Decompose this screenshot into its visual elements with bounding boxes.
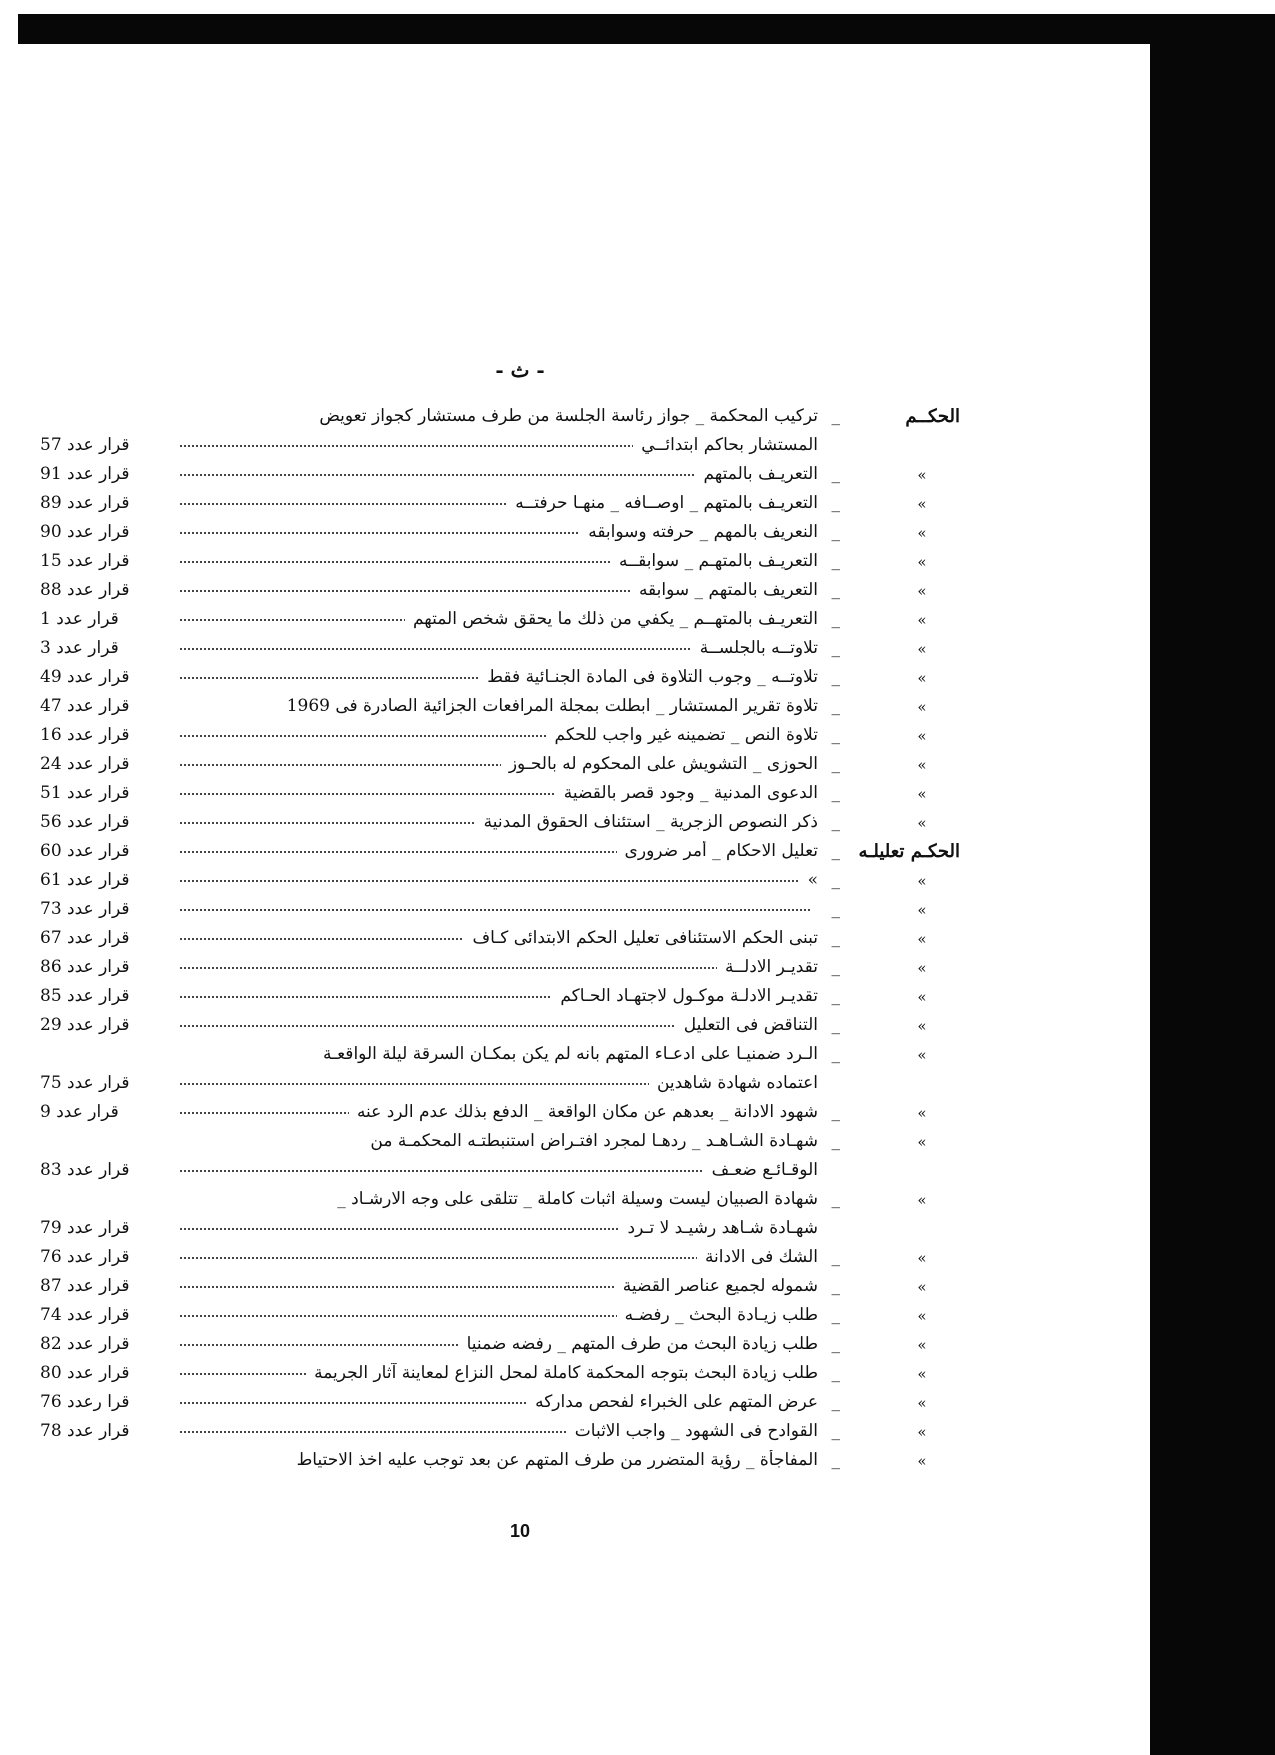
decision-label: قرار عدد (67, 1073, 130, 1093)
decision-reference (40, 667, 180, 687)
entry-dash: _ (831, 464, 840, 484)
entry-text-area (180, 609, 818, 629)
index-row (40, 841, 960, 870)
entry-text-area (180, 1044, 818, 1064)
entry-text-area (180, 841, 818, 861)
decision-label: قرار عدد (67, 1247, 130, 1267)
entry-text: تلاوة تقرير المستشار _ ابطلت بمجلة المرافعات الجزائية الصادرة فى 1969 (279, 696, 818, 716)
entry-text-area (180, 899, 818, 919)
index-row (40, 812, 960, 841)
decision-reference (40, 464, 180, 484)
entry-dash: _ (831, 1392, 840, 1412)
entry-text-area (180, 464, 818, 484)
ditto-mark: » (917, 1452, 927, 1470)
decision-label: قرار عدد (67, 522, 130, 542)
index-row (40, 783, 960, 812)
page-marker: - ث - (495, 358, 545, 382)
ditto-mark: » (917, 466, 927, 484)
decision-reference (40, 1421, 180, 1441)
index-row (40, 1044, 960, 1073)
decision-reference (40, 1305, 180, 1325)
decision-label: قرار عدد (67, 464, 130, 484)
decision-reference (40, 435, 180, 455)
index-row (40, 1334, 960, 1363)
decision-number: 88 (40, 580, 62, 600)
entry-text-area (180, 1102, 818, 1122)
ditto-mark: » (917, 1278, 927, 1296)
entry-text: القوادح فى الشهود _ واجب الاثبات (567, 1421, 818, 1441)
entry-text-area (180, 1131, 818, 1151)
decision-label: قرار عدد (67, 783, 130, 803)
index-row (40, 1131, 960, 1160)
entry-text: شهـادة شـاهد رشيـد لا تـرد (620, 1218, 818, 1238)
entry-text-area (180, 725, 818, 745)
ditto-mark: » (917, 814, 927, 832)
entry-text-area (180, 522, 818, 542)
entry-dash: _ (831, 1305, 840, 1325)
entry-dash: _ (831, 1131, 840, 1151)
entry-text: اعتماده شهادة شاهدين (649, 1073, 818, 1093)
decision-reference (40, 522, 180, 542)
decision-label: قرار عدد (67, 1421, 130, 1441)
entry-dash: _ (831, 812, 840, 832)
entry-text-area (180, 812, 818, 832)
decision-reference (40, 986, 180, 1006)
decision-reference (40, 1334, 180, 1354)
entry-dash: _ (831, 1247, 840, 1267)
index-row (40, 667, 960, 696)
decision-number: 89 (40, 493, 62, 513)
index-table (40, 406, 960, 1506)
decision-reference (40, 1218, 180, 1238)
ditto-mark: » (917, 930, 927, 948)
index-row (40, 1015, 960, 1044)
entry-text: الوقـائـع ضعـف (704, 1160, 818, 1180)
index-row (40, 1276, 960, 1305)
decision-label: قرار عدد (67, 551, 130, 571)
index-row (40, 1450, 960, 1479)
entry-text: النعريف بالمهم _ حرفته وسوابقه (580, 522, 818, 542)
decision-label: قرار عدد (67, 899, 130, 919)
index-row (40, 406, 960, 435)
decision-reference (40, 725, 180, 745)
decision-reference (40, 638, 180, 658)
decision-label: قرار عدد (67, 841, 130, 861)
decision-number: 91 (40, 464, 62, 484)
decision-number: 87 (40, 1276, 62, 1296)
entry-text: تقديـر الادلــة (717, 957, 818, 977)
decision-label: قرار عدد (67, 1218, 130, 1238)
entry-dash: _ (831, 580, 840, 600)
decision-reference (40, 696, 180, 716)
entry-text-area (180, 1450, 818, 1470)
entry-text-area (180, 986, 818, 1006)
decision-label: قرار عدد (56, 1102, 119, 1122)
index-row (40, 899, 960, 928)
entry-dash: _ (831, 551, 840, 571)
index-row (40, 609, 960, 638)
ditto-mark: » (917, 495, 927, 513)
decision-number: 1 (40, 609, 51, 629)
entry-dash: _ (831, 928, 840, 948)
ditto-mark: » (917, 785, 927, 803)
entry-text-area (180, 1247, 818, 1267)
decision-reference (40, 812, 180, 832)
decision-label: قرار عدد (67, 1160, 130, 1180)
entry-text: شموله لجميع عناصر القضية (615, 1276, 818, 1296)
decision-number: 67 (40, 928, 62, 948)
decision-number: 3 (40, 638, 51, 658)
decision-reference (40, 1276, 180, 1296)
entry-dash: _ (831, 754, 840, 774)
entry-text-area (180, 435, 818, 455)
decision-reference (40, 1247, 180, 1267)
ditto-mark: » (917, 669, 927, 687)
decision-reference (40, 1015, 180, 1035)
entry-text-area (180, 1276, 818, 1296)
entry-dash: _ (831, 1276, 840, 1296)
decision-reference (40, 783, 180, 803)
index-row (40, 957, 960, 986)
index-row (40, 1189, 960, 1218)
entry-text-area (180, 551, 818, 571)
entry-text-area (180, 754, 818, 774)
entry-text: تبنى الحكم الاستئنافى تعليل الحكم الابتدائى كـاف (464, 928, 818, 948)
decision-reference (40, 1392, 180, 1412)
decision-number: 61 (40, 870, 62, 890)
ditto-mark: » (917, 582, 927, 600)
index-row (40, 1363, 960, 1392)
entry-dash: _ (831, 783, 840, 803)
index-row (40, 1247, 960, 1276)
entry-dash: _ (831, 1421, 840, 1441)
entry-dash: _ (831, 1015, 840, 1035)
entry-text-area (180, 1189, 818, 1209)
decision-number: 82 (40, 1334, 62, 1354)
ditto-mark: » (917, 1307, 927, 1325)
entry-text-area (180, 638, 818, 658)
entry-dash: _ (831, 1334, 840, 1354)
decision-number: 75 (40, 1073, 62, 1093)
index-row (40, 986, 960, 1015)
decision-number: 16 (40, 725, 62, 745)
ditto-mark: » (917, 1104, 927, 1122)
entry-text: التعريف بالمتهم _ سوابقه (631, 580, 818, 600)
ditto-mark: » (917, 901, 927, 919)
entry-text (810, 899, 818, 919)
dot-leader (180, 880, 818, 882)
entry-dash: _ (831, 1189, 840, 1209)
entry-text: الشك فى الادانة (697, 1247, 818, 1267)
decision-label: قرار عدد (67, 1363, 130, 1383)
index-row (40, 551, 960, 580)
entry-dash: _ (831, 638, 840, 658)
entry-text: عرض المتهم على الخبراء لفحص مداركه (527, 1392, 818, 1412)
decision-number: 24 (40, 754, 62, 774)
entry-text: تعليل الاحكام _ أمر ضرورى (617, 841, 818, 861)
decision-label: قرار عدد (67, 493, 130, 513)
index-row (40, 1218, 960, 1247)
entry-text: طلب زيادة البحث بتوجه المحكمة كاملة لمحل النزاع لمعاينة آثار الجريمة (306, 1363, 818, 1383)
entry-text: تقديـر الادلـة موكـول لاجتهـاد الحـاكم (552, 986, 818, 1006)
entry-text: شهود الادانة _ بعدهم عن مكان الواقعة _ الدفع بذلك عدم الرد عنه (349, 1102, 818, 1122)
entry-text: التعريـف بالمتهـم _ سوابقــه (611, 551, 818, 571)
index-row (40, 696, 960, 725)
entry-dash: _ (831, 986, 840, 1006)
entry-text-area (180, 1334, 818, 1354)
entry-dash: _ (831, 1044, 840, 1064)
decision-number: 56 (40, 812, 62, 832)
ditto-mark: » (917, 988, 927, 1006)
ditto-mark: » (917, 1191, 927, 1209)
entry-text-area (180, 1363, 818, 1383)
entry-text: طلب زيادة البحث من طرف المتهم _ رفضه ضمنيا (459, 1334, 818, 1354)
entry-text-area (180, 957, 818, 977)
entry-text: الحوزى _ التشويش على المحكوم له بالحـوز (501, 754, 818, 774)
entry-dash: _ (831, 667, 840, 687)
decision-label: قرار عدد (67, 986, 130, 1006)
index-row (40, 725, 960, 754)
entry-text-area (180, 406, 818, 426)
decision-reference (40, 899, 180, 919)
entry-text: تلاوتــه _ وجوب التلاوة فى المادة الجنـائية فقط (479, 667, 818, 687)
ditto-mark: » (917, 698, 927, 716)
index-row (40, 870, 960, 899)
entry-text-area (180, 783, 818, 803)
section-heading: الحكـم تعليلـه (858, 841, 960, 862)
index-row (40, 1392, 960, 1421)
ditto-mark: » (917, 1336, 927, 1354)
entry-text: المستشار بحاكم ابتدائــي (633, 435, 818, 455)
decision-number: 90 (40, 522, 62, 542)
entry-text: تلاوة النص _ تضمينه غير واجب للحكم (547, 725, 818, 745)
decision-number: 76 (40, 1247, 62, 1267)
entry-text: التناقض فى التعليل (676, 1015, 818, 1035)
entry-dash: _ (831, 899, 840, 919)
decision-label: قرار عدد (67, 1305, 130, 1325)
entry-text: التعريـف بالمتهــم _ يكفي من ذلك ما يحقق شخص المتهم (405, 609, 818, 629)
entry-text: الـرد ضمنيـا على ادعـاء المتهم بانه لم يكن بمكـان السرقة ليلة الواقعـة (315, 1044, 818, 1064)
entry-text: ذكر النصوص الزجرية _ استئناف الحقوق المدنية (476, 812, 818, 832)
entry-text-area (180, 1015, 818, 1035)
decision-label: قرار عدد (67, 1276, 130, 1296)
decision-reference (40, 1073, 180, 1093)
decision-number: 15 (40, 551, 62, 571)
entry-dash: _ (831, 957, 840, 977)
decision-reference (40, 1363, 180, 1383)
entry-text: المفاجأة _ رؤية المتضرر من طرف المتهم عن بعد توجب عليه اخذ الاحتياط (289, 1450, 818, 1470)
decision-label: قرار عدد (67, 667, 130, 687)
index-row (40, 1305, 960, 1334)
ditto-mark: » (917, 1133, 927, 1151)
decision-label: قرار عدد (67, 1015, 130, 1035)
entry-dash: _ (831, 1102, 840, 1122)
decision-label: قرار عدد (56, 609, 119, 629)
ditto-mark: » (917, 1365, 927, 1383)
decision-number: 29 (40, 1015, 62, 1035)
decision-label: قرار عدد (67, 957, 130, 977)
decision-label: قرار عدد (67, 580, 130, 600)
entry-dash: _ (831, 1450, 840, 1470)
entry-text-area (180, 1392, 818, 1412)
decision-number: 83 (40, 1160, 62, 1180)
entry-text: التعريـف بالمتهم (695, 464, 818, 484)
entry-text-area (180, 667, 818, 687)
decision-reference (40, 841, 180, 861)
scan-right-border (1150, 14, 1275, 1755)
entry-text-area (180, 1218, 818, 1238)
decision-reference (40, 957, 180, 977)
index-row (40, 464, 960, 493)
decision-number: 73 (40, 899, 62, 919)
entry-text-area (180, 493, 818, 513)
decision-reference (40, 754, 180, 774)
decision-number: 79 (40, 1218, 62, 1238)
dot-leader (180, 909, 818, 911)
decision-number: 76 (40, 1392, 62, 1412)
index-row (40, 435, 960, 464)
decision-reference (40, 551, 180, 571)
page-number: 10 (509, 1521, 531, 1541)
decision-label: قرار عدد (67, 435, 130, 455)
entry-dash: _ (831, 870, 840, 890)
ditto-mark: » (917, 1249, 927, 1267)
decision-number: 57 (40, 435, 62, 455)
ditto-mark: » (917, 611, 927, 629)
decision-label: قرار عدد (67, 928, 130, 948)
decision-label: قرار عدد (56, 638, 119, 658)
entry-text: تركيب المحكمة _ جواز رئاسة الجلسة من طرف مستشار كجواز تعويض (311, 406, 818, 426)
decision-number: 74 (40, 1305, 62, 1325)
entry-dash: _ (831, 522, 840, 542)
index-row (40, 522, 960, 551)
decision-number: 85 (40, 986, 62, 1006)
entry-dash: _ (831, 609, 840, 629)
entry-text: » (800, 870, 818, 890)
index-row (40, 1421, 960, 1450)
decision-label: قرار عدد (67, 754, 130, 774)
entry-text-area (180, 870, 818, 890)
entry-dash: _ (831, 406, 840, 426)
entry-dash: _ (831, 493, 840, 513)
index-row (40, 1102, 960, 1131)
entry-text-area (180, 1073, 818, 1093)
decision-number: 80 (40, 1363, 62, 1383)
ditto-mark: » (917, 1394, 927, 1412)
index-row (40, 580, 960, 609)
entry-text-area (180, 1305, 818, 1325)
ditto-mark: » (917, 1046, 927, 1064)
index-row (40, 1073, 960, 1102)
decision-number: 47 (40, 696, 62, 716)
decision-number: 9 (40, 1102, 51, 1122)
entry-text-area (180, 580, 818, 600)
entry-text-area (180, 1160, 818, 1180)
decision-label: قرار عدد (67, 1334, 130, 1354)
decision-label: قرار عدد (67, 696, 130, 716)
entry-text-area (180, 696, 818, 716)
decision-reference (40, 928, 180, 948)
entry-text-area (180, 928, 818, 948)
index-row (40, 754, 960, 783)
ditto-mark: » (917, 1017, 927, 1035)
decision-number: 49 (40, 667, 62, 687)
decision-number: 51 (40, 783, 62, 803)
decision-label: قرار عدد (67, 725, 130, 745)
ditto-mark: » (917, 756, 927, 774)
ditto-mark: » (917, 524, 927, 542)
decision-number: 78 (40, 1421, 62, 1441)
decision-number: 60 (40, 841, 62, 861)
index-row (40, 1160, 960, 1189)
entry-dash: _ (831, 725, 840, 745)
decision-label: قرا رعدد (67, 1392, 130, 1412)
entry-text: التعريـف بالمتهم _ اوصــافه _ منهـا حرفتــه (507, 493, 818, 513)
entry-text: شهادة الصبيان ليست وسيلة اثبات كاملة _ تتلقى على وجه الارشـاد _ (329, 1189, 818, 1209)
section-heading: الحكــم (905, 406, 960, 427)
ditto-mark: » (917, 959, 927, 977)
index-row (40, 928, 960, 957)
entry-text: شهـادة الشـاهـد _ ردهـا لمجرد افتـراض استنبطتـه المحكمـة من (362, 1131, 818, 1151)
ditto-mark: » (917, 1423, 927, 1441)
entry-text: تلاوتــه بالجلســة (692, 638, 818, 658)
ditto-mark: » (917, 553, 927, 571)
scan-top-border (18, 14, 1275, 44)
ditto-mark: » (917, 640, 927, 658)
entry-dash: _ (831, 1363, 840, 1383)
decision-number: 86 (40, 957, 62, 977)
decision-label: قرار عدد (67, 812, 130, 832)
entry-text-area (180, 1421, 818, 1441)
ditto-mark: » (917, 727, 927, 745)
decision-label: قرار عدد (67, 870, 130, 890)
decision-reference (40, 1160, 180, 1180)
decision-reference (40, 580, 180, 600)
entry-text: الدعوى المدنية _ وجود قصر بالقضية (556, 783, 818, 803)
entry-dash: _ (831, 841, 840, 861)
index-row (40, 493, 960, 522)
entry-dash: _ (831, 696, 840, 716)
entry-text: طلب زيـادة البحث _ رفضـه (617, 1305, 818, 1325)
decision-reference (40, 870, 180, 890)
decision-reference (40, 493, 180, 513)
decision-reference (40, 609, 180, 629)
index-row (40, 638, 960, 667)
decision-reference (40, 1102, 180, 1122)
ditto-mark: » (917, 872, 927, 890)
